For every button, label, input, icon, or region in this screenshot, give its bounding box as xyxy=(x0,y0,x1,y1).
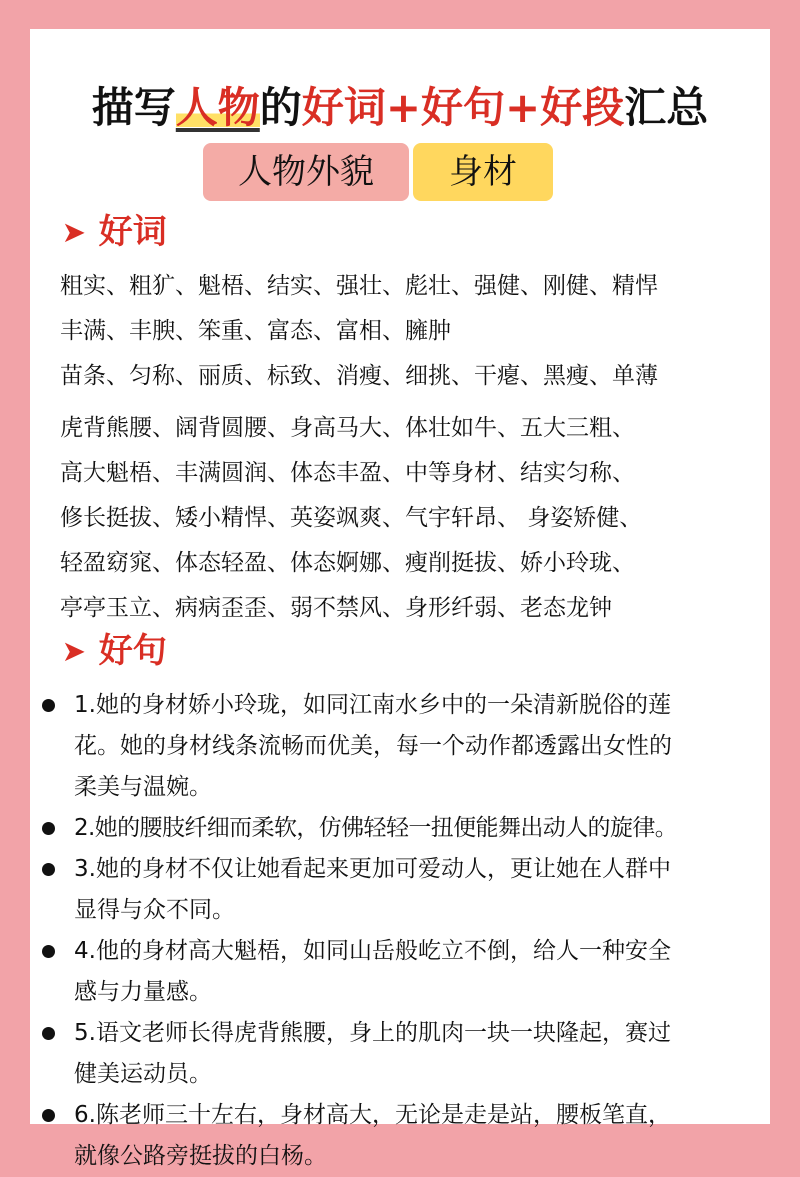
word-line: 轻盈窈窕、体态轻盈、体态婀娜、瘦削挺拔、娇小玲珑、 xyxy=(60,550,635,576)
page-title xyxy=(30,81,770,135)
sentence-item: 3.她的身材不仅让她看起来更加可爱动人，更让她在人群中 显得与众不同。 xyxy=(40,849,765,931)
word-line: 修长挺拔、矮小精悍、英姿飒爽、气宇轩昂、 身姿矫健、 xyxy=(60,505,643,531)
tag-appearance: 人物外貌 xyxy=(203,143,409,201)
sentence-item: 4.他的身材高大魁梧，如同山岳般屹立不倒，给人一种安全 感与力量感。 xyxy=(40,931,765,1013)
words-heading-label: 好词 xyxy=(98,212,167,252)
arrow-icon: ➤ xyxy=(63,637,85,667)
word-line: 亭亭玉立、病病歪歪、弱不禁风、身形纤弱、老态龙钟 xyxy=(60,595,612,621)
sentence-item: 5.语文老师长得虎背熊腰，身上的肌肉一块一块隆起，赛过 健美运动员。 xyxy=(40,1013,765,1095)
bullet-icon xyxy=(42,1109,55,1122)
tag-figure: 身材 xyxy=(413,143,553,201)
title-part2: 的 xyxy=(259,83,302,132)
bullet-icon xyxy=(42,822,55,835)
bullet-icon xyxy=(42,863,55,876)
sentence-item: 2.她的腰肢纤细而柔软，仿佛轻轻一扭便能舞出动人的旋律。 xyxy=(40,808,765,849)
sentences-heading-label: 好句 xyxy=(98,631,167,671)
word-line: 粗实、粗犷、魁梧、结实、强壮、彪壮、强健、刚健、精悍 xyxy=(60,273,658,299)
section-heading-words xyxy=(63,210,167,254)
words-group-single xyxy=(60,264,658,399)
title-part1: 描写 xyxy=(91,83,176,132)
sentence-item: 6.陈老师三十左右，身材高大，无论是走是站，腰板笔直， 就像公路旁挺拔的白杨。 xyxy=(40,1095,765,1177)
title-part3: 好词+好句+好段 xyxy=(301,83,625,132)
title-highlight: 人物 xyxy=(175,83,260,132)
bullet-icon xyxy=(42,1027,55,1040)
word-line: 高大魁梧、丰满圆润、体态丰盈、中等身材、结实匀称、 xyxy=(60,460,635,486)
section-heading-sentences xyxy=(63,629,167,673)
bullet-icon xyxy=(42,699,55,712)
words-group-idioms xyxy=(60,406,642,631)
word-line: 苗条、匀称、丽质、标致、消瘦、细挑、干瘪、黑瘦、单薄 xyxy=(60,363,658,389)
title-part4: 汇总 xyxy=(624,83,709,132)
word-line: 虎背熊腰、阔背圆腰、身高马大、体壮如牛、五大三粗、 xyxy=(60,415,635,441)
word-line: 丰满、丰腴、笨重、富态、富相、臃肿 xyxy=(60,318,451,344)
arrow-icon: ➤ xyxy=(63,218,85,248)
content-card xyxy=(30,29,770,1169)
sentence-item: 1.她的身材娇小玲珑，如同江南水乡中的一朵清新脱俗的莲 花。她的身材线条流畅而优美，每一个动作都透露出女性的 柔美与温婉。 xyxy=(40,685,765,808)
bullet-icon xyxy=(42,945,55,958)
sentence-list xyxy=(40,685,765,1177)
